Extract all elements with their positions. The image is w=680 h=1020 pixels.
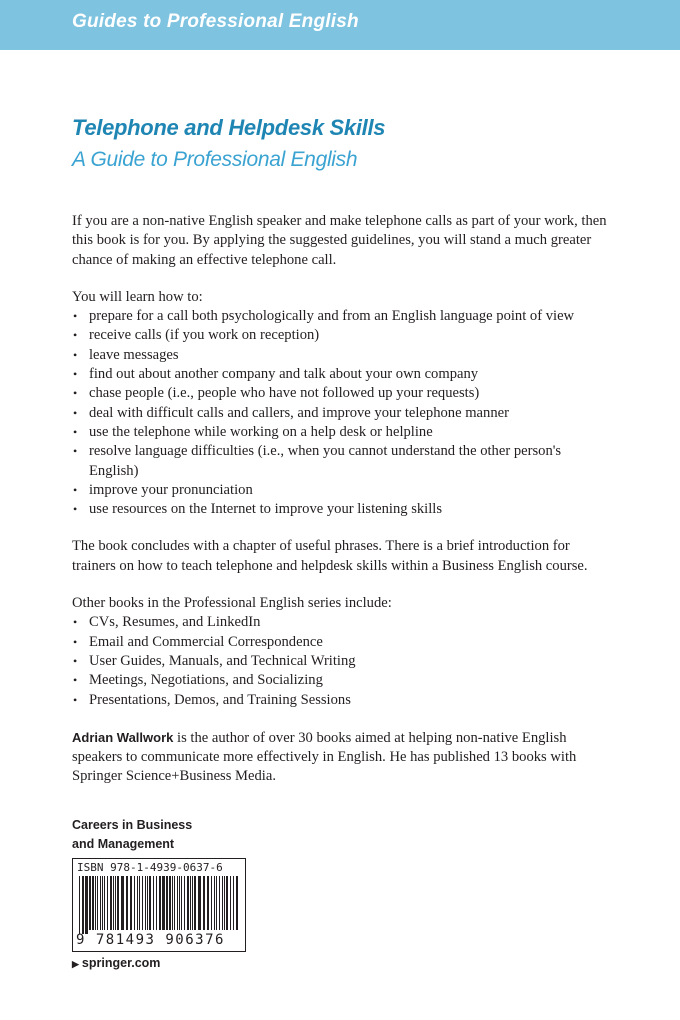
- learn-list: [72, 307, 612, 519]
- other-books-heading: Other books in the Professional English series include:: [72, 595, 392, 612]
- list-item: • Presentations, Demos, and Training Sessions: [72, 691, 612, 710]
- barcode-bar: [153, 876, 154, 930]
- category-line-1: Careers in Business: [72, 818, 193, 832]
- barcode-bar: [126, 876, 128, 930]
- book-title: Telephone and Helpdesk Skills: [72, 115, 386, 140]
- barcode-bar: [130, 876, 132, 930]
- list-item: • improve your pronunciation: [72, 481, 612, 500]
- barcode-bar: [166, 876, 168, 930]
- barcode-bar: [222, 876, 223, 930]
- barcode-bar: [190, 876, 191, 930]
- barcode-bar: [82, 876, 84, 934]
- list-item: • prepare for a call both psychologically and from an English language point of view: [72, 307, 612, 326]
- barcode-bar: [104, 876, 105, 930]
- barcode-bar: [216, 876, 217, 930]
- barcode-bar: [224, 876, 225, 930]
- ean-digits: 9 781493 906376: [76, 932, 225, 948]
- barcode-bar: [107, 876, 108, 930]
- barcode-bar: [211, 876, 212, 930]
- barcode-bar: [115, 876, 116, 930]
- barcode-bar: [174, 876, 175, 930]
- barcode-bar: [113, 876, 114, 930]
- list-item: • Meetings, Negotiations, and Socializing: [72, 671, 612, 690]
- barcode-bar: [219, 876, 220, 930]
- barcode-bar: [147, 876, 148, 930]
- list-item: • chase people (i.e., people who have not followed up your requests): [72, 384, 612, 403]
- list-item: • deal with difficult calls and callers, and improve your telephone manner: [72, 404, 612, 423]
- list-item: • find out about another company and talk about your own company: [72, 365, 612, 384]
- intro-paragraph: If you are a non-native English speaker and make telephone calls as part of your work, then this book is for you. By applying the suggested guidelines, you will stand a much greater chance of making an effective telephone call.: [72, 213, 607, 268]
- barcode-bar: [139, 876, 140, 930]
- barcode-bars: [79, 876, 239, 934]
- category-label: [72, 816, 192, 854]
- barcode-bar: [92, 876, 94, 930]
- barcode-bar: [156, 876, 157, 930]
- barcode-bar: [203, 876, 205, 930]
- barcode-bar: [230, 876, 231, 930]
- barcode-bar: [169, 876, 171, 930]
- barcode-bar: [236, 876, 238, 930]
- barcode-bar: [172, 876, 173, 930]
- conclusion-paragraph: The book concludes with a chapter of useful phrases. There is a brief introduction for trainers on how to teach telephone and helpdesk skills within a Business English course.: [72, 538, 588, 574]
- barcode-bar: [149, 876, 151, 930]
- barcode-bar: [233, 876, 234, 930]
- author-name: Adrian Wallwork: [72, 729, 174, 745]
- author-bio: [72, 728, 612, 787]
- publisher-url: springer.com: [81, 956, 161, 970]
- book-subtitle: A Guide to Professional English: [72, 148, 358, 171]
- barcode-bar: [117, 876, 119, 930]
- barcode-bar: [159, 876, 161, 930]
- barcode-bar: [207, 876, 209, 930]
- barcode-bar: [181, 876, 182, 930]
- blurb: [72, 212, 612, 787]
- learn-heading: You will learn how to:: [72, 288, 203, 305]
- publisher-link[interactable]: [72, 956, 160, 970]
- list-item: • CVs, Resumes, and LinkedIn: [72, 613, 612, 632]
- barcode-bar: [184, 876, 185, 930]
- series-banner: [0, 0, 680, 50]
- barcode-bar: [95, 876, 96, 930]
- list-item: • User Guides, Manuals, and Technical Writing: [72, 652, 612, 671]
- barcode-bar: [187, 876, 189, 930]
- barcode-bar: [192, 876, 193, 930]
- barcode-bar: [194, 876, 196, 930]
- list-item: • use resources on the Internet to improve your listening skills: [72, 500, 612, 519]
- barcode-bar: [121, 876, 124, 930]
- barcode-bar: [137, 876, 138, 930]
- barcode-bar: [145, 876, 146, 930]
- isbn-barcode: [72, 858, 246, 952]
- barcode-bar: [198, 876, 201, 930]
- list-item: • leave messages: [72, 346, 612, 365]
- author-bio-text: is the author of over 30 books aimed at helping non-native English speakers to communicate more effectively in English. He has published 13 books with Springer Science+Business Media.: [72, 729, 577, 785]
- barcode-bar: [134, 876, 135, 930]
- barcode-bar: [110, 876, 112, 930]
- list-item: • use the telephone while working on a help desk or helpline: [72, 423, 612, 442]
- barcode-bar: [79, 876, 80, 934]
- barcode-bar: [102, 876, 103, 930]
- barcode-bar: [162, 876, 165, 930]
- other-books-list: [72, 613, 612, 709]
- list-item: • resolve language difficulties (i.e., when you cannot understand the other person's English): [72, 442, 612, 481]
- list-item: • Email and Commercial Correspondence: [72, 633, 612, 652]
- barcode-bar: [142, 876, 143, 930]
- barcode-bar: [226, 876, 228, 930]
- series-name: Guides to Professional English: [72, 11, 359, 32]
- barcode-bar: [214, 876, 215, 930]
- barcode-bar: [97, 876, 98, 930]
- barcode-bar: [179, 876, 180, 930]
- isbn-label: ISBN 978-1-4939-0637-6: [77, 861, 223, 874]
- list-item: • receive calls (if you work on reception): [72, 326, 612, 345]
- barcode-bar: [89, 876, 91, 930]
- arrow-icon: ▶: [72, 959, 79, 969]
- category-line-2: and Management: [72, 837, 175, 851]
- barcode-bar: [177, 876, 178, 930]
- barcode-bar: [100, 876, 101, 930]
- barcode-bar: [85, 876, 88, 934]
